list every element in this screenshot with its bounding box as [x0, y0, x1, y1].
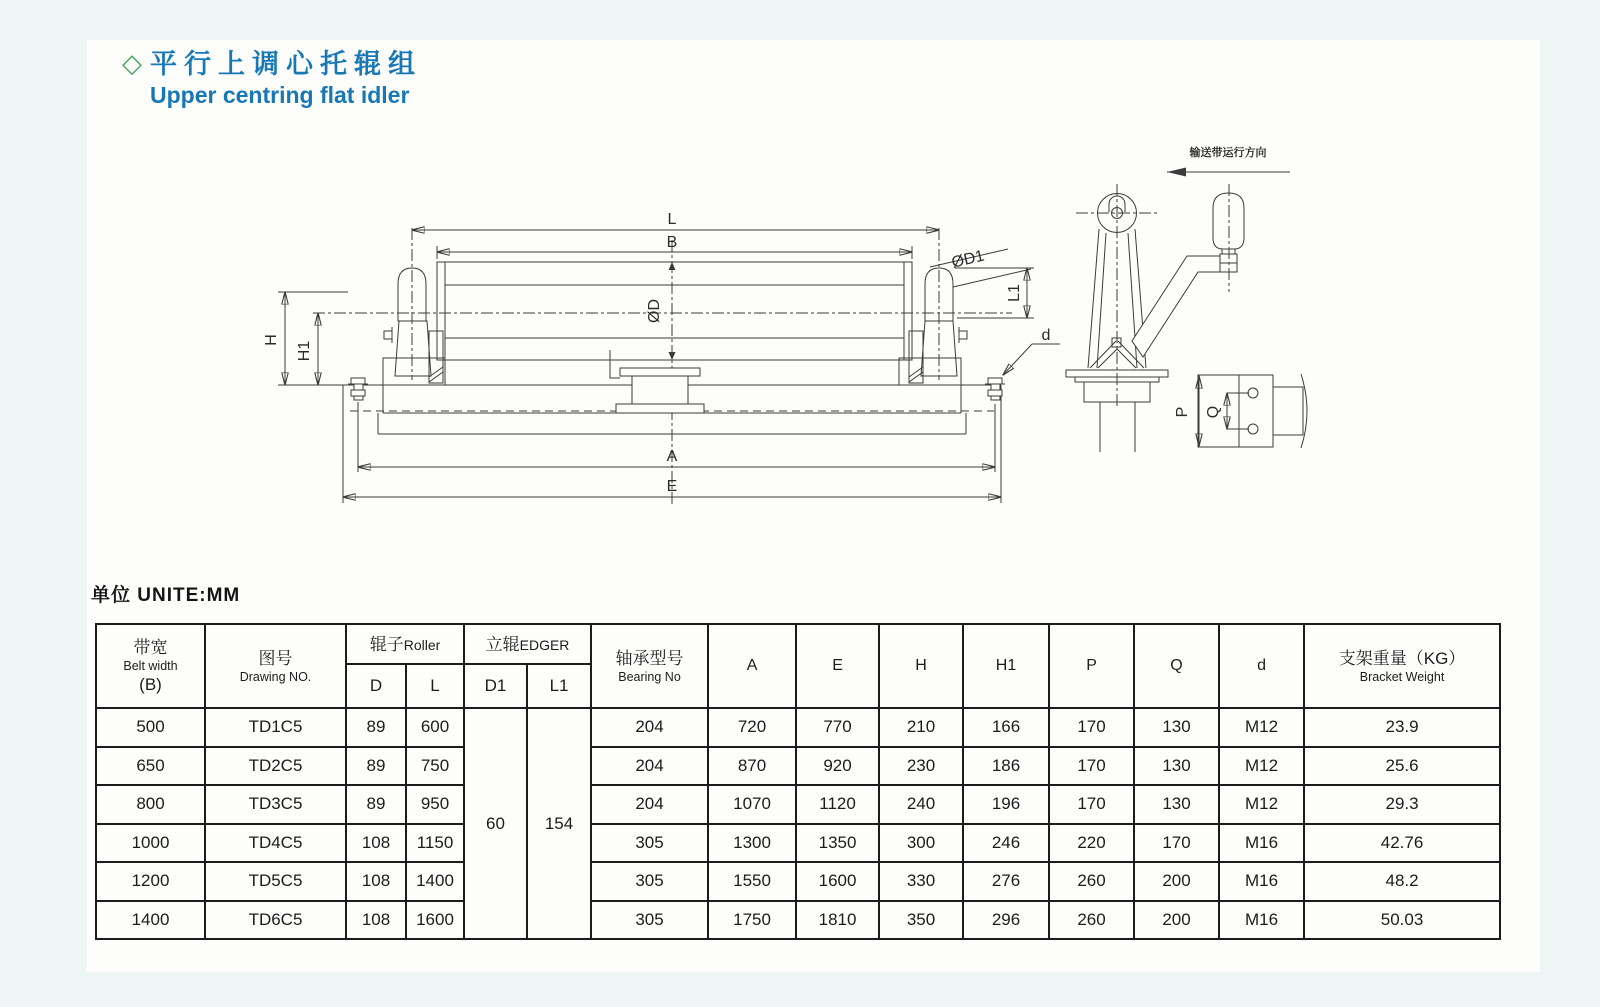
table-cell: 204 — [591, 785, 708, 824]
table-cell: 305 — [591, 862, 708, 901]
table-cell: 1350 — [796, 824, 879, 863]
table-cell: 1070 — [708, 785, 796, 824]
table-cell: 800 — [96, 785, 205, 824]
page-subtitle: Upper centring flat idler — [150, 82, 410, 108]
table-cell-merged: 154 — [527, 708, 591, 939]
table-cell: M16 — [1219, 824, 1304, 863]
table-cell: TD5C5 — [205, 862, 346, 901]
dim-label-b: B — [666, 234, 678, 251]
table-cell: TD1C5 — [205, 708, 346, 747]
table-cell: 920 — [796, 747, 879, 786]
spec-table-body — [96, 708, 1500, 939]
table-row — [96, 862, 1500, 901]
table-cell: M16 — [1219, 901, 1304, 940]
table-cell: 1000 — [96, 824, 205, 863]
table-cell: 42.76 — [1304, 824, 1500, 863]
table-cell: 200 — [1134, 862, 1219, 901]
col-header-a: A — [708, 624, 796, 708]
table-cell: 1600 — [796, 862, 879, 901]
table-cell: 23.9 — [1304, 708, 1500, 747]
table-cell: 1150 — [406, 824, 464, 863]
col-header-h: H — [879, 624, 963, 708]
table-cell: 260 — [1049, 862, 1134, 901]
table-cell: 260 — [1049, 901, 1134, 940]
col-header-roller-d: D — [346, 664, 406, 708]
col-header-p: P — [1049, 624, 1134, 708]
table-row — [96, 901, 1500, 940]
table-cell: 48.2 — [1304, 862, 1500, 901]
table-cell: 1400 — [96, 901, 205, 940]
table-row — [96, 785, 1500, 824]
table-cell: 1750 — [708, 901, 796, 940]
col-header-bearing: 轴承型号 Bearing No — [591, 624, 708, 708]
dim-label-e: E — [666, 478, 678, 495]
front-view — [263, 211, 1060, 505]
table-cell: 1550 — [708, 862, 796, 901]
table-cell: 166 — [963, 708, 1049, 747]
table-cell: 750 — [406, 747, 464, 786]
col-group-edger: 立辊EDGER — [464, 624, 591, 664]
table-cell: 600 — [406, 708, 464, 747]
table-cell: 300 — [879, 824, 963, 863]
table-cell: 220 — [1049, 824, 1134, 863]
dim-label-od1: ØD1 — [950, 247, 986, 272]
table-cell: 130 — [1134, 747, 1219, 786]
table-cell: 870 — [708, 747, 796, 786]
table-cell: 1400 — [406, 862, 464, 901]
table-cell: 170 — [1134, 824, 1219, 863]
table-cell: M16 — [1219, 862, 1304, 901]
table-cell: TD6C5 — [205, 901, 346, 940]
dim-label-q: Q — [1205, 405, 1222, 419]
side-view — [1066, 145, 1307, 452]
table-cell: TD2C5 — [205, 747, 346, 786]
diamond-bullet-icon: ◇ — [122, 48, 142, 78]
table-row — [96, 747, 1500, 786]
table-cell: 170 — [1049, 747, 1134, 786]
table-cell: TD3C5 — [205, 785, 346, 824]
table-cell: 240 — [879, 785, 963, 824]
table-row — [96, 824, 1500, 863]
table-cell: 770 — [796, 708, 879, 747]
table-row — [96, 708, 1500, 747]
table-cell: 186 — [963, 747, 1049, 786]
table-cell: 89 — [346, 785, 406, 824]
dim-label-a: A — [666, 448, 678, 465]
direction-arrow-icon — [1167, 168, 1186, 177]
table-cell: 89 — [346, 747, 406, 786]
spec-table — [95, 623, 1501, 940]
table-cell: 204 — [591, 747, 708, 786]
table-cell: 130 — [1134, 708, 1219, 747]
table-cell: TD4C5 — [205, 824, 346, 863]
table-cell: 196 — [963, 785, 1049, 824]
table-cell: 720 — [708, 708, 796, 747]
table-cell: 276 — [963, 862, 1049, 901]
table-cell: 1200 — [96, 862, 205, 901]
table-cell: 50.03 — [1304, 901, 1500, 940]
col-header-edger-l1: L1 — [527, 664, 591, 708]
left-anchor-bolt — [348, 378, 368, 400]
table-cell: 1810 — [796, 901, 879, 940]
right-anchor-bolt — [985, 378, 1005, 400]
table-cell: M12 — [1219, 785, 1304, 824]
belt-direction-label: 输送带运行方向 — [1189, 147, 1267, 159]
table-cell: 296 — [963, 901, 1049, 940]
table-cell: 108 — [346, 901, 406, 940]
dim-label-l: L — [667, 211, 677, 228]
table-cell: 650 — [96, 747, 205, 786]
table-cell: 200 — [1134, 901, 1219, 940]
table-cell: 500 — [96, 708, 205, 747]
col-header-drawing-no: 图号 Drawing NO. — [205, 624, 346, 708]
dim-label-h: H — [263, 334, 280, 346]
col-group-roller: 辊子Roller — [346, 624, 464, 664]
table-cell: 1120 — [796, 785, 879, 824]
dim-label-p: P — [1174, 406, 1191, 418]
col-header-e: E — [796, 624, 879, 708]
table-cell: 29.3 — [1304, 785, 1500, 824]
table-cell-merged: 60 — [464, 708, 527, 939]
table-cell: 246 — [963, 824, 1049, 863]
table-cell: 25.6 — [1304, 747, 1500, 786]
col-header-h1: H1 — [963, 624, 1049, 708]
table-cell: 89 — [346, 708, 406, 747]
table-cell: 330 — [879, 862, 963, 901]
col-header-edger-d1: D1 — [464, 664, 527, 708]
dim-label-d: d — [1041, 327, 1051, 344]
col-header-q: Q — [1134, 624, 1219, 708]
table-cell: 108 — [346, 824, 406, 863]
table-cell: M12 — [1219, 708, 1304, 747]
table-cell: 210 — [879, 708, 963, 747]
col-header-belt-width: 带宽 Belt width (B) — [96, 624, 205, 708]
table-cell: 108 — [346, 862, 406, 901]
col-header-d-bolt: d — [1219, 624, 1304, 708]
table-cell: 950 — [406, 785, 464, 824]
col-header-roller-l: L — [406, 664, 464, 708]
unit-note: 单位 UNITE:MM — [91, 585, 241, 606]
table-cell: M12 — [1219, 747, 1304, 786]
table-cell: 170 — [1049, 708, 1134, 747]
dim-label-h1: H1 — [296, 340, 313, 362]
table-cell: 1600 — [406, 901, 464, 940]
page-title: 平行上调心托辊组 — [150, 49, 422, 79]
table-cell: 350 — [879, 901, 963, 940]
dim-label-l1: L1 — [1006, 284, 1023, 302]
table-cell: 230 — [879, 747, 963, 786]
table-cell: 130 — [1134, 785, 1219, 824]
table-cell: 170 — [1049, 785, 1134, 824]
table-cell: 1300 — [708, 824, 796, 863]
table-cell: 305 — [591, 901, 708, 940]
col-header-bracket-weight: 支架重量（KG） Bracket Weight — [1304, 624, 1500, 708]
dim-label-od: ØD — [646, 299, 663, 323]
table-cell: 204 — [591, 708, 708, 747]
table-cell: 305 — [591, 824, 708, 863]
